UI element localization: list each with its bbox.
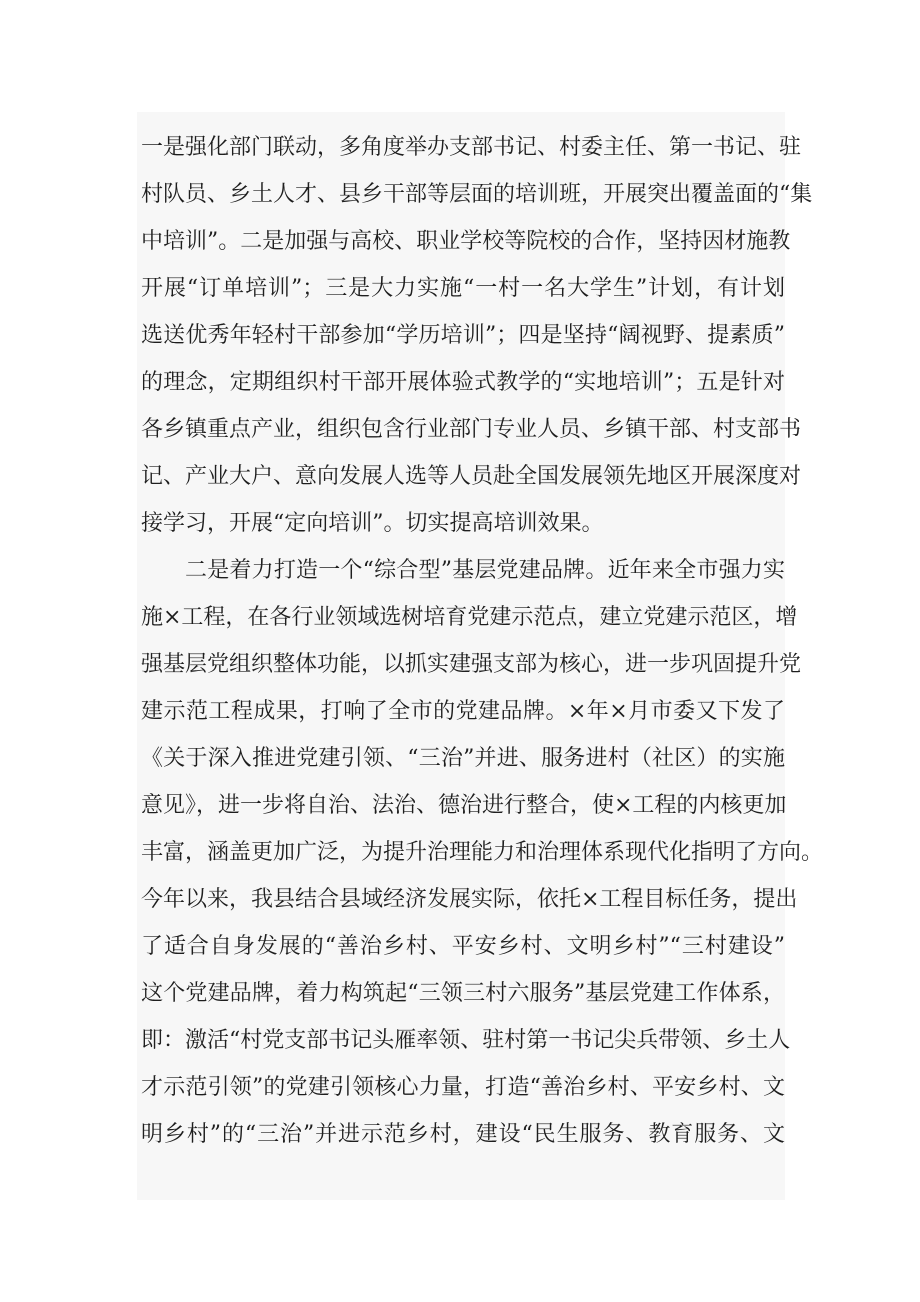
text-line: 了适合自身发展的“善治乡村、平安乡村、文明乡村”“三村建设” bbox=[141, 934, 785, 959]
text-line: 村队员、乡土人才、县乡干部等层面的培训班，开展突出覆盖面的“集 bbox=[141, 182, 813, 207]
text-line: 中培训”。二是加强与高校、职业学校等院校的合作，坚持因材施教 bbox=[141, 229, 791, 254]
text-line: 《关于深入推进党建引领、“三治”并进、服务进村（社区）的实施 bbox=[141, 746, 785, 771]
text-line: 各乡镇重点产业，组织包含行业部门专业人员、乡镇干部、村支部书 bbox=[141, 417, 802, 442]
body-text bbox=[137, 112, 824, 1200]
text-line: 选送优秀年轻村干部参加“学历培训”；四是坚持“阔视野、提素质” bbox=[141, 323, 785, 348]
text-line: 即：激活“村党支部书记头雁率领、驻村第一书记尖兵带领、乡土人 bbox=[141, 1028, 791, 1053]
text-line: 强基层党组织整体功能，以抓实建强支部为核心，进一步巩固提升党 bbox=[141, 652, 802, 677]
text-line: 今年以来，我县结合县域经济发展实际，依托×工程目标任务，提出 bbox=[141, 887, 798, 912]
text-line: 意见》，进一步将自治、法治、德治进行整合，使×工程的内核更加 bbox=[141, 793, 787, 818]
text-line: 丰富，涵盖更加广泛，为提升治理能力和治理体系现代化指明了方向。 bbox=[141, 840, 824, 865]
paragraph-first-line: 二是着力打造一个“综合型”基层党建品牌。近年来全市强力实 bbox=[185, 558, 785, 583]
text-line: 记、产业大户、意向发展人选等人员赴全国发展领先地区开展深度对 bbox=[141, 464, 802, 489]
text-line: 接学习，开展“定向培训”。切实提高培训效果。 bbox=[141, 511, 604, 536]
text-line: 开展“订单培训”；三是大力实施“一村一名大学生”计划，有计划 bbox=[141, 276, 785, 301]
text-line: 这个党建品牌，着力构筑起“三领三村六服务”基层党建工作体系， bbox=[141, 981, 785, 1006]
text-line: 才示范引领”的党建引领核心力量，打造“善治乡村、平安乡村、文 bbox=[141, 1075, 785, 1100]
text-line: 施×工程，在各行业领域选树培育党建示范点，建立党建示范区，增 bbox=[141, 605, 798, 630]
text-line: 的理念，定期组织村干部开展体验式教学的“实地培训”；五是针对 bbox=[141, 370, 785, 395]
text-line: 明乡村”的“三治”并进示范乡村，建设“民生服务、教育服务、文 bbox=[141, 1122, 785, 1147]
text-line: 一是强化部门联动，多角度举办支部书记、村委主任、第一书记、驻 bbox=[141, 135, 802, 160]
text-line: 建示范工程成果，打响了全市的党建品牌。×年×月市委又下发了 bbox=[141, 699, 785, 724]
